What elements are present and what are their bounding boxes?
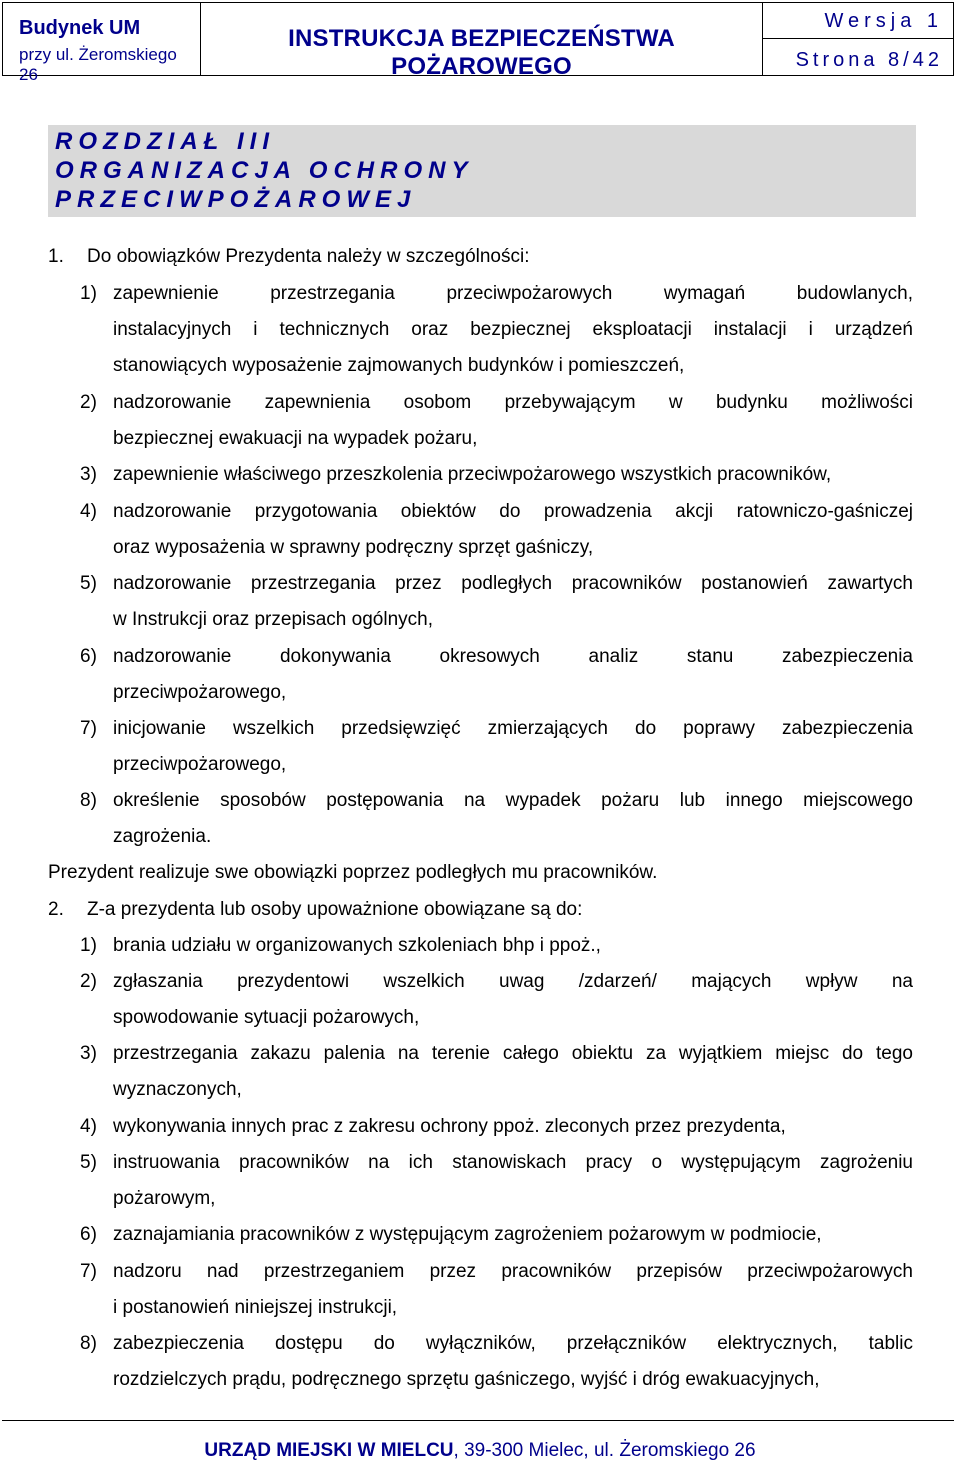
list-item-line: nadzorowanie przygotowania obiektów do prowadzenia akcji ratowniczo-gaśniczej <box>113 501 913 522</box>
list-item-line: inicjowanie wszelkich przedsięwzięć zmierzających do poprawy zabezpieczenia <box>113 718 913 739</box>
document-title: INSTRUKCJA BEZPIECZEŃSTWA POŻAROWEGO <box>288 25 675 80</box>
list-item-line: nadzoru nad przestrzeganiem przez pracowników przepisów przeciwpożarowych <box>113 1261 913 1282</box>
list-item-number: 7) <box>80 1261 97 1282</box>
list-item-number: 5) <box>80 1152 97 1173</box>
list-item-number: 2) <box>80 971 97 992</box>
paragraph-intro: Do obowiązków Prezydenta należy w szczególności: <box>87 246 530 267</box>
list-item-line: przeciwpożarowego, <box>113 754 287 775</box>
paragraph-number: 1. <box>48 246 64 267</box>
list-item-line: zgłaszania prezydentowi wszelkich uwag /zdarzeń/ mających wpływ na <box>113 971 913 992</box>
list-item-number: 7) <box>80 718 97 739</box>
list-item-number: 6) <box>80 1224 97 1245</box>
list-item-line: wyznaczonych, <box>113 1079 242 1100</box>
list-item-number: 3) <box>80 464 97 485</box>
list-item-line: zapewnienie właściwego przeszkolenia przeciwpożarowego wszystkich pracowników, <box>113 464 832 485</box>
list-item-line: stanowiących wyposażenie zajmowanych budynków i pomieszczeń, <box>113 355 685 376</box>
version-cell <box>763 3 953 39</box>
list-item-line: pożarowym, <box>113 1188 216 1209</box>
header-meta-cell <box>763 3 953 75</box>
list-item-number: 8) <box>80 790 97 811</box>
list-item-line: przestrzegania zakazu palenia na terenie całego obiektu za wyjątkiem miejsc do tego <box>113 1043 913 1064</box>
list-item-number: 4) <box>80 501 97 522</box>
list-item-line: zaznajamiania pracowników z występującym zagrożeniem pożarowym w podmiocie, <box>113 1224 822 1245</box>
paragraph-intro: Z-a prezydenta lub osoby upoważnione obowiązane są do: <box>87 899 583 920</box>
list-item-line: instruowania pracowników na ich stanowiskach pracy o występującym zagrożeniu <box>113 1152 913 1173</box>
list-item-line: instalacyjnych i technicznych oraz bezpiecznej eksploatacji instalacji i urządzeń <box>113 319 913 340</box>
list-item-line: określenie sposobów postępowania na wypadek pożaru lub innego miejscowego <box>113 790 913 811</box>
list-item-line: bezpiecznej ewakuacji na wypadek pożaru, <box>113 428 478 449</box>
paragraph-number: 2. <box>48 899 64 920</box>
list-item-line: zagrożenia. <box>113 826 212 847</box>
list-item-line: nadzorowanie dokonywania okresowych analiz stanu zabezpieczenia <box>113 646 913 667</box>
list-item-line: i postanowień niniejszej instrukcji, <box>113 1297 398 1318</box>
document-version: Wersja 1 <box>824 10 943 32</box>
page-number: Strona 8/42 <box>795 49 943 71</box>
list-item-line: przeciwpożarowego, <box>113 682 287 703</box>
list-item-line: oraz wyposażenia w sprawny podręczny sprzęt gaśniczy, <box>113 537 594 558</box>
section-heading <box>48 125 916 217</box>
footer-office: URZĄD MIEJSKI W MIELCU <box>204 1440 454 1461</box>
header-building-cell <box>3 3 201 84</box>
building-name: Budynek UM <box>19 17 141 39</box>
list-item-line: zapewnienie przestrzegania przeciwpożarowych wymagań budowlanych, <box>113 283 913 304</box>
list-item-line: spowodowanie sytuacji pożarowych, <box>113 1007 420 1028</box>
section-heading-line: PRZECIWPOŻAROWEJ <box>55 186 417 213</box>
footer-address: , 39-300 Mielec, ul. Żeromskiego 26 <box>453 1440 756 1461</box>
section-heading-line: ROZDZIAŁ III <box>55 128 275 155</box>
list-item-number: 4) <box>80 1116 97 1137</box>
list-item-number: 1) <box>80 935 97 956</box>
paragraph-closing: Prezydent realizuje swe obowiązki poprzez podległych mu pracowników. <box>48 862 658 883</box>
header-title-cell <box>201 3 763 80</box>
list-item-line: nadzorowanie zapewnienia osobom przebywającym w budynku możliwości <box>113 392 913 413</box>
list-item-line: rozdzielczych prądu, podręcznego sprzętu gaśniczego, wyjść i dróg ewakuacyjnych, <box>113 1369 820 1390</box>
page-header <box>2 2 954 84</box>
list-item-line: brania udziału w organizowanych szkoleniach bhp i ppoż., <box>113 935 601 956</box>
list-item-number: 6) <box>80 646 97 667</box>
section-heading-line: ORGANIZACJA OCHRONY <box>55 157 474 184</box>
building-address: przy ul. Żeromskiego 26 <box>19 45 177 84</box>
list-item-number: 3) <box>80 1043 97 1064</box>
page-footer <box>0 1440 960 1462</box>
list-item-number: 1) <box>80 283 97 304</box>
list-item-line: nadzorowanie przestrzegania przez podległych pracowników postanowień zawartych <box>113 573 913 594</box>
list-item-number: 8) <box>80 1333 97 1354</box>
list-item-number: 5) <box>80 573 97 594</box>
footer-divider <box>2 1420 954 1421</box>
list-item-line: wykonywania innych prac z zakresu ochrony ppoż. zleconych przez prezydenta, <box>113 1116 786 1137</box>
list-item-number: 2) <box>80 392 97 413</box>
list-item-line: zabezpieczenia dostępu do wyłączników, przełączników elektrycznych, tablic <box>113 1333 913 1354</box>
list-item-line: w Instrukcji oraz przepisach ogólnych, <box>113 609 433 630</box>
